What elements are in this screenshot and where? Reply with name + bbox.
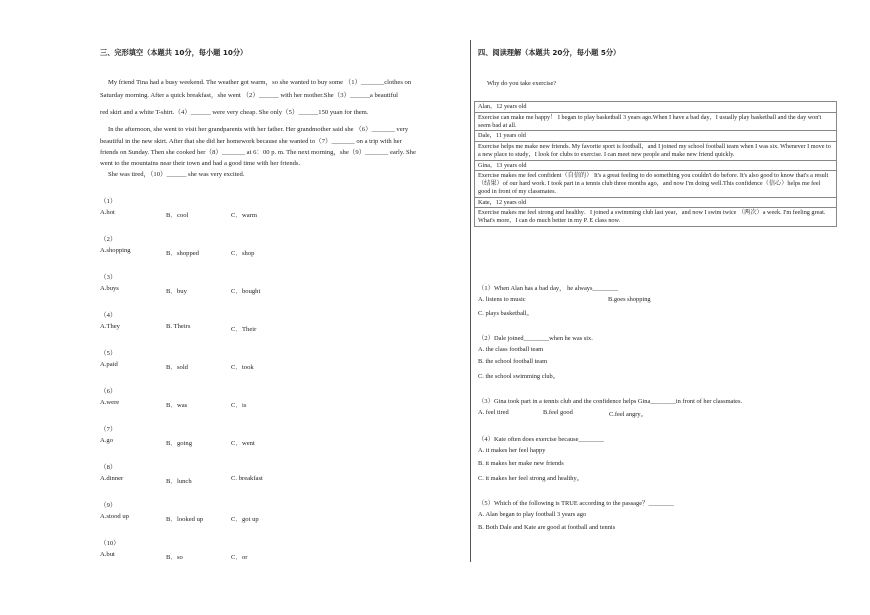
option-c[interactable]: C．warm: [231, 212, 258, 219]
option-c[interactable]: C. breakfast: [231, 475, 263, 482]
option[interactable]: A. the class football team: [478, 346, 544, 353]
question-number: （5）: [100, 350, 117, 357]
reading-prompt: Why do you take exercise?: [487, 80, 557, 87]
option[interactable]: B.goes shopping: [608, 296, 651, 303]
option-a[interactable]: A.hot: [100, 209, 115, 216]
option[interactable]: A. Alan began to play football 3 years ago: [478, 511, 587, 518]
option-c[interactable]: C．took: [231, 364, 254, 371]
passage-line: friends on Sunday. Then she cooked her（8）_______ at 6：00 p. m. The next morning，she（9）_______ early. She: [100, 149, 416, 156]
passage-line: beautiful in the new skirt. After that she did her homework because she wanted to（7）_______ on a trip with her: [100, 138, 402, 145]
table-row: Exercise makes me feel strong and healthy．I joined a swimming club last year，and now I swim twice （两次）a week. I'm feeling great. What's more，I can do much better in my P. E class now.: [475, 208, 837, 227]
option-c[interactable]: C．Their: [231, 326, 257, 333]
option-b[interactable]: B. Theirs: [166, 323, 191, 330]
option-b[interactable]: B．sold: [166, 364, 188, 371]
question-number: （1）: [100, 198, 117, 205]
option-a[interactable]: A.dinner: [100, 475, 124, 482]
passage-line: went to the mountains near their town and had a good time with her friends.: [100, 160, 301, 167]
table-row: Exercise can make me happy！ I began to play basketball 3 years ago.When I have a bad day，I usually play basketball and the day won't seem bad at all.: [475, 112, 837, 131]
question-number: （6）: [100, 388, 117, 395]
option-c[interactable]: C．or: [231, 554, 248, 561]
question-stem: （3）Gina took part in a tennis club and the confidence helps Gina________in front of her classmates.: [478, 398, 743, 405]
question-number: （2）: [100, 236, 117, 243]
option[interactable]: B. Both Dale and Kate are good at football and tennis: [478, 524, 616, 531]
option-b[interactable]: B．lunch: [166, 478, 192, 485]
option-b[interactable]: B．so: [166, 554, 183, 561]
option-c[interactable]: C．is: [231, 402, 247, 409]
option-c[interactable]: C．shop: [231, 250, 255, 257]
passage-line: She was tired，（10）______ she was very excited.: [108, 171, 245, 178]
table-row: Kate，12 years old: [475, 197, 837, 208]
option-a[interactable]: A.shopping: [100, 247, 131, 254]
option[interactable]: C. it makes her feel strong and healthy。: [478, 475, 584, 482]
option-a[interactable]: A.stood up: [100, 513, 129, 520]
option[interactable]: C.feel angry。: [609, 411, 647, 418]
option-a[interactable]: A.were: [100, 399, 120, 406]
table-row: Alan，12 years old: [475, 102, 837, 113]
option[interactable]: B. the school football team: [478, 358, 548, 365]
table-row: Gina，13 years old: [475, 160, 837, 171]
exercise-table: [474, 101, 837, 227]
question-stem: （2）Dale joined________when he was six.: [478, 335, 593, 342]
option-b[interactable]: B．was: [166, 402, 188, 409]
section3-title: 三、完形填空（本题共 10分，每小题 10分）: [100, 48, 248, 57]
option[interactable]: C. plays basketball。: [478, 310, 533, 317]
column-divider: [470, 40, 471, 562]
passage-line: In the afternoon, she went to visit her grandparents with her father. Her grandmother said she （6）_______ very: [108, 126, 409, 133]
question-number: （8）: [100, 464, 117, 471]
question-stem: （5）Which of the following is TRUE according to the passage？________: [478, 500, 675, 507]
question-number: （10）: [100, 540, 120, 547]
option[interactable]: B. it makes her make new friends: [478, 460, 564, 467]
passage-line: My friend Tina had a busy weekend. The weather got warm，so she wanted to buy some （1）_______clothes on: [108, 79, 412, 86]
option-a[interactable]: A.go: [100, 437, 114, 444]
question-number: （9）: [100, 502, 117, 509]
question-stem: （1）When Alan has a bad day， he always________: [478, 285, 619, 292]
table-row: Dale，11 years old: [475, 131, 837, 142]
option-b[interactable]: B．cool: [166, 212, 189, 219]
option[interactable]: A. listens to music: [478, 296, 526, 303]
option-b[interactable]: B．buy: [166, 288, 187, 295]
option[interactable]: A. feel tired: [478, 409, 509, 416]
option-a[interactable]: A.They: [100, 323, 120, 330]
option-a[interactable]: A.paid: [100, 361, 118, 368]
question-stem: （4）Kate often does exercise because________: [478, 436, 604, 443]
question-number: （4）: [100, 312, 117, 319]
option-b[interactable]: B．looked up: [166, 516, 204, 523]
option[interactable]: C. the school swimming club。: [478, 373, 560, 380]
passage-line: Saturday morning. After a quick breakfast，she went （2）______ with her mother.She（3）______a beautiful: [100, 92, 398, 99]
passage-line: red skirt and a white T-shirt.（4）______ were very cheap. She only（5）______150 yuan for them.: [100, 109, 369, 116]
option-a[interactable]: A.buys: [100, 285, 119, 292]
option-c[interactable]: C．went: [231, 440, 255, 447]
option-a[interactable]: A.but: [100, 551, 115, 558]
option[interactable]: A. it makes her feel happy: [478, 447, 546, 454]
table-row: Exercise helps me make new friends. My favorite sport is football，and I joined my school football team when I was six. Whenever I move to a new place to study，I look for clubs to exercise. I can meet new people and make new friend quickly.: [475, 142, 837, 161]
table-row: Exercise makes me feel confident（自信的） It's a great feeling to do something you couldn't do before. It's also good to know that's a result（结果）of our hard work. I took part in a tennis club three months ago，and now I'm doing well.This confidence（信心）helps me feel good in front of my classmates.: [475, 171, 837, 197]
option-b[interactable]: B．going: [166, 440, 193, 447]
question-number: （7）: [100, 426, 117, 433]
option-c[interactable]: C．bought: [231, 288, 261, 295]
option[interactable]: B.feel good: [543, 409, 573, 416]
option-b[interactable]: B．shopped: [166, 250, 199, 257]
option-c[interactable]: C．got up: [231, 516, 259, 523]
section4-title: 四、阅读理解（本题共 20分，每小题 5分）: [478, 48, 621, 57]
question-number: （3）: [100, 274, 117, 281]
